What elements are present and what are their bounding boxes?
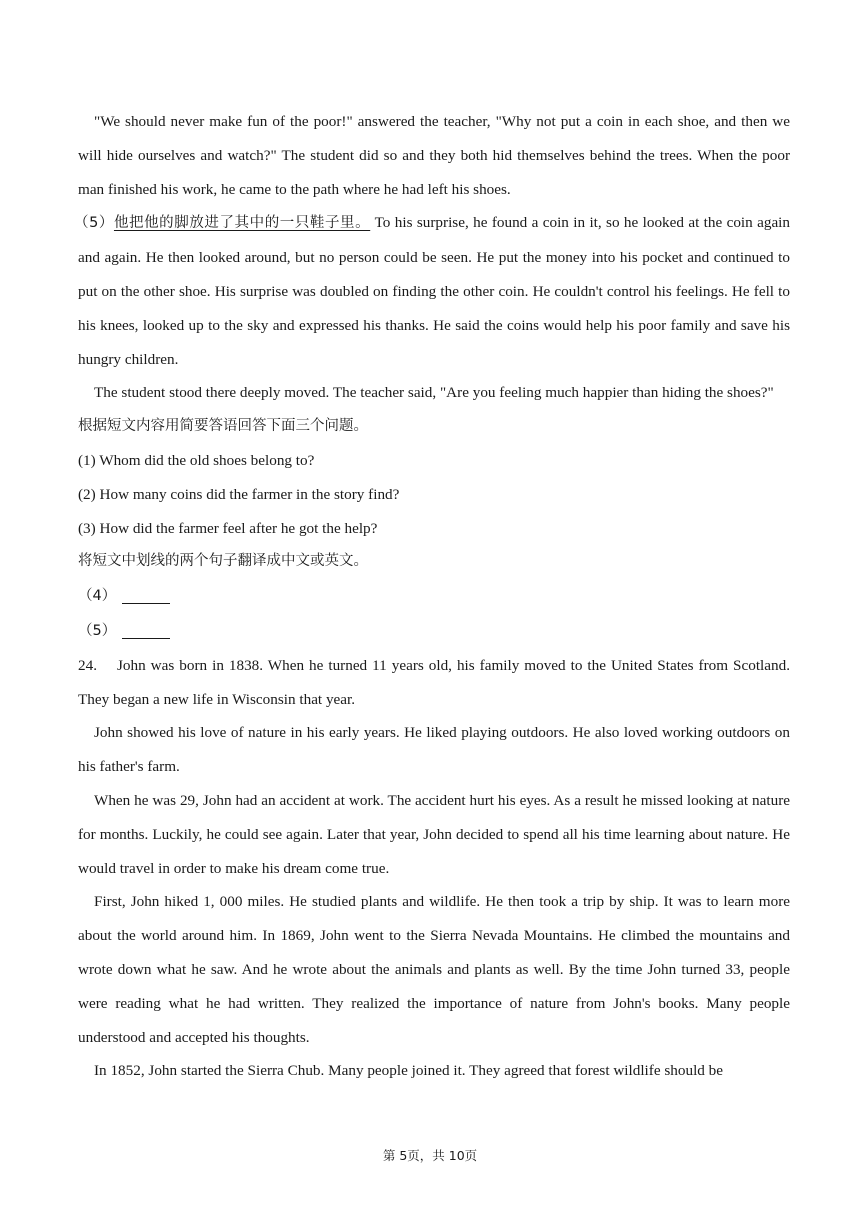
passage-24-paragraph-4: First, John hiked 1, 000 miles. He studied plants and wildlife. He then took a trip by ship. It was to learn more about the world around him. In 1869, John went to the Sierra Nevada Mountains. He climbed the mountains and wrote down what he saw. And he wrote about the animals and plants as well. By the time John turned 33, people were reading what he had written. They realized the importance of nature from John's books. Many people understood and accepted his thoughts.	[78, 893, 790, 1046]
passage-24-paragraph-1-text: John was born in 1838. When he turned 11 years old, his family moved to the United States from Scotland. They began a new life in Wisconsin that year.	[78, 656, 790, 708]
answer-blank-4[interactable]	[122, 585, 170, 604]
passage-24-paragraph-1	[78, 649, 790, 717]
question-3: (3) How did the farmer feel after he got the help?	[78, 519, 378, 537]
question-4-label: （4）	[78, 588, 117, 605]
page-footer: 第 5页，共 10页	[382, 1148, 478, 1163]
instruction-translate: 将短文中划线的两个句子翻译成中文或英文。	[78, 553, 368, 570]
underlined-sentence-5: 他把他的脚放进了其中的一只鞋子里。	[113, 215, 371, 232]
passage-24-paragraph-2: John showed his love of nature in his early years. He liked playing outdoors. He also loved working outdoors on his father's farm.	[78, 724, 790, 776]
question-2: (2) How many coins did the farmer in the story find?	[78, 485, 400, 503]
passage-23-paragraph-3: The student stood there deeply moved. The teacher said, "Are you feeling much happier than hiding the shoes?"	[94, 384, 774, 402]
question-5-label: （5）	[78, 622, 117, 639]
question-1: (1) Whom did the old shoes belong to?	[78, 451, 315, 469]
instruction-answer-questions: 根据短文内容用简要答语回答下面三个问题。	[78, 418, 368, 435]
answer-blank-5[interactable]	[122, 620, 170, 639]
passage-23-paragraph-2-text: To his surprise, he found a coin in it, so he looked at the coin again and again. He then looked around, but no person could be seen. He put the money into his pocket and continued to put on the other shoe. His surprise was doubled on finding the other coin. He couldn't control his feelings. He fell to his knees, looked up to the sky and expressed his thanks. He said the coins would help his poor family and save his hungry children.	[78, 214, 790, 368]
passage-23-paragraph-1: "We should never make fun of the poor!" answered the teacher, "Why not put a coin in each shoe, and then we will hide ourselves and watch?" The student did so and they both hid themselves behind the trees. When the poor man finished his work, he came to the path where he had left his shoes.	[78, 113, 790, 198]
passage-23-paragraph-2	[74, 206, 790, 376]
passage-24-paragraph-5: In 1852, John started the Sierra Chub. Many people joined it. They agreed that forest wildlife should be	[94, 1062, 724, 1080]
question-4	[78, 579, 790, 614]
question-number-24: 24.	[78, 656, 97, 674]
question-5	[78, 614, 790, 649]
sentence-5-number: （5）	[74, 215, 114, 232]
document-page	[74, 105, 790, 1088]
passage-24-paragraph-3: When he was 29, John had an accident at work. The accident hurt his eyes. As a result he missed looking at nature for months. Luckily, he could see again. Later that year, John decided to spend all his time learning about nature. He would travel in order to make his dream come true.	[78, 791, 790, 877]
